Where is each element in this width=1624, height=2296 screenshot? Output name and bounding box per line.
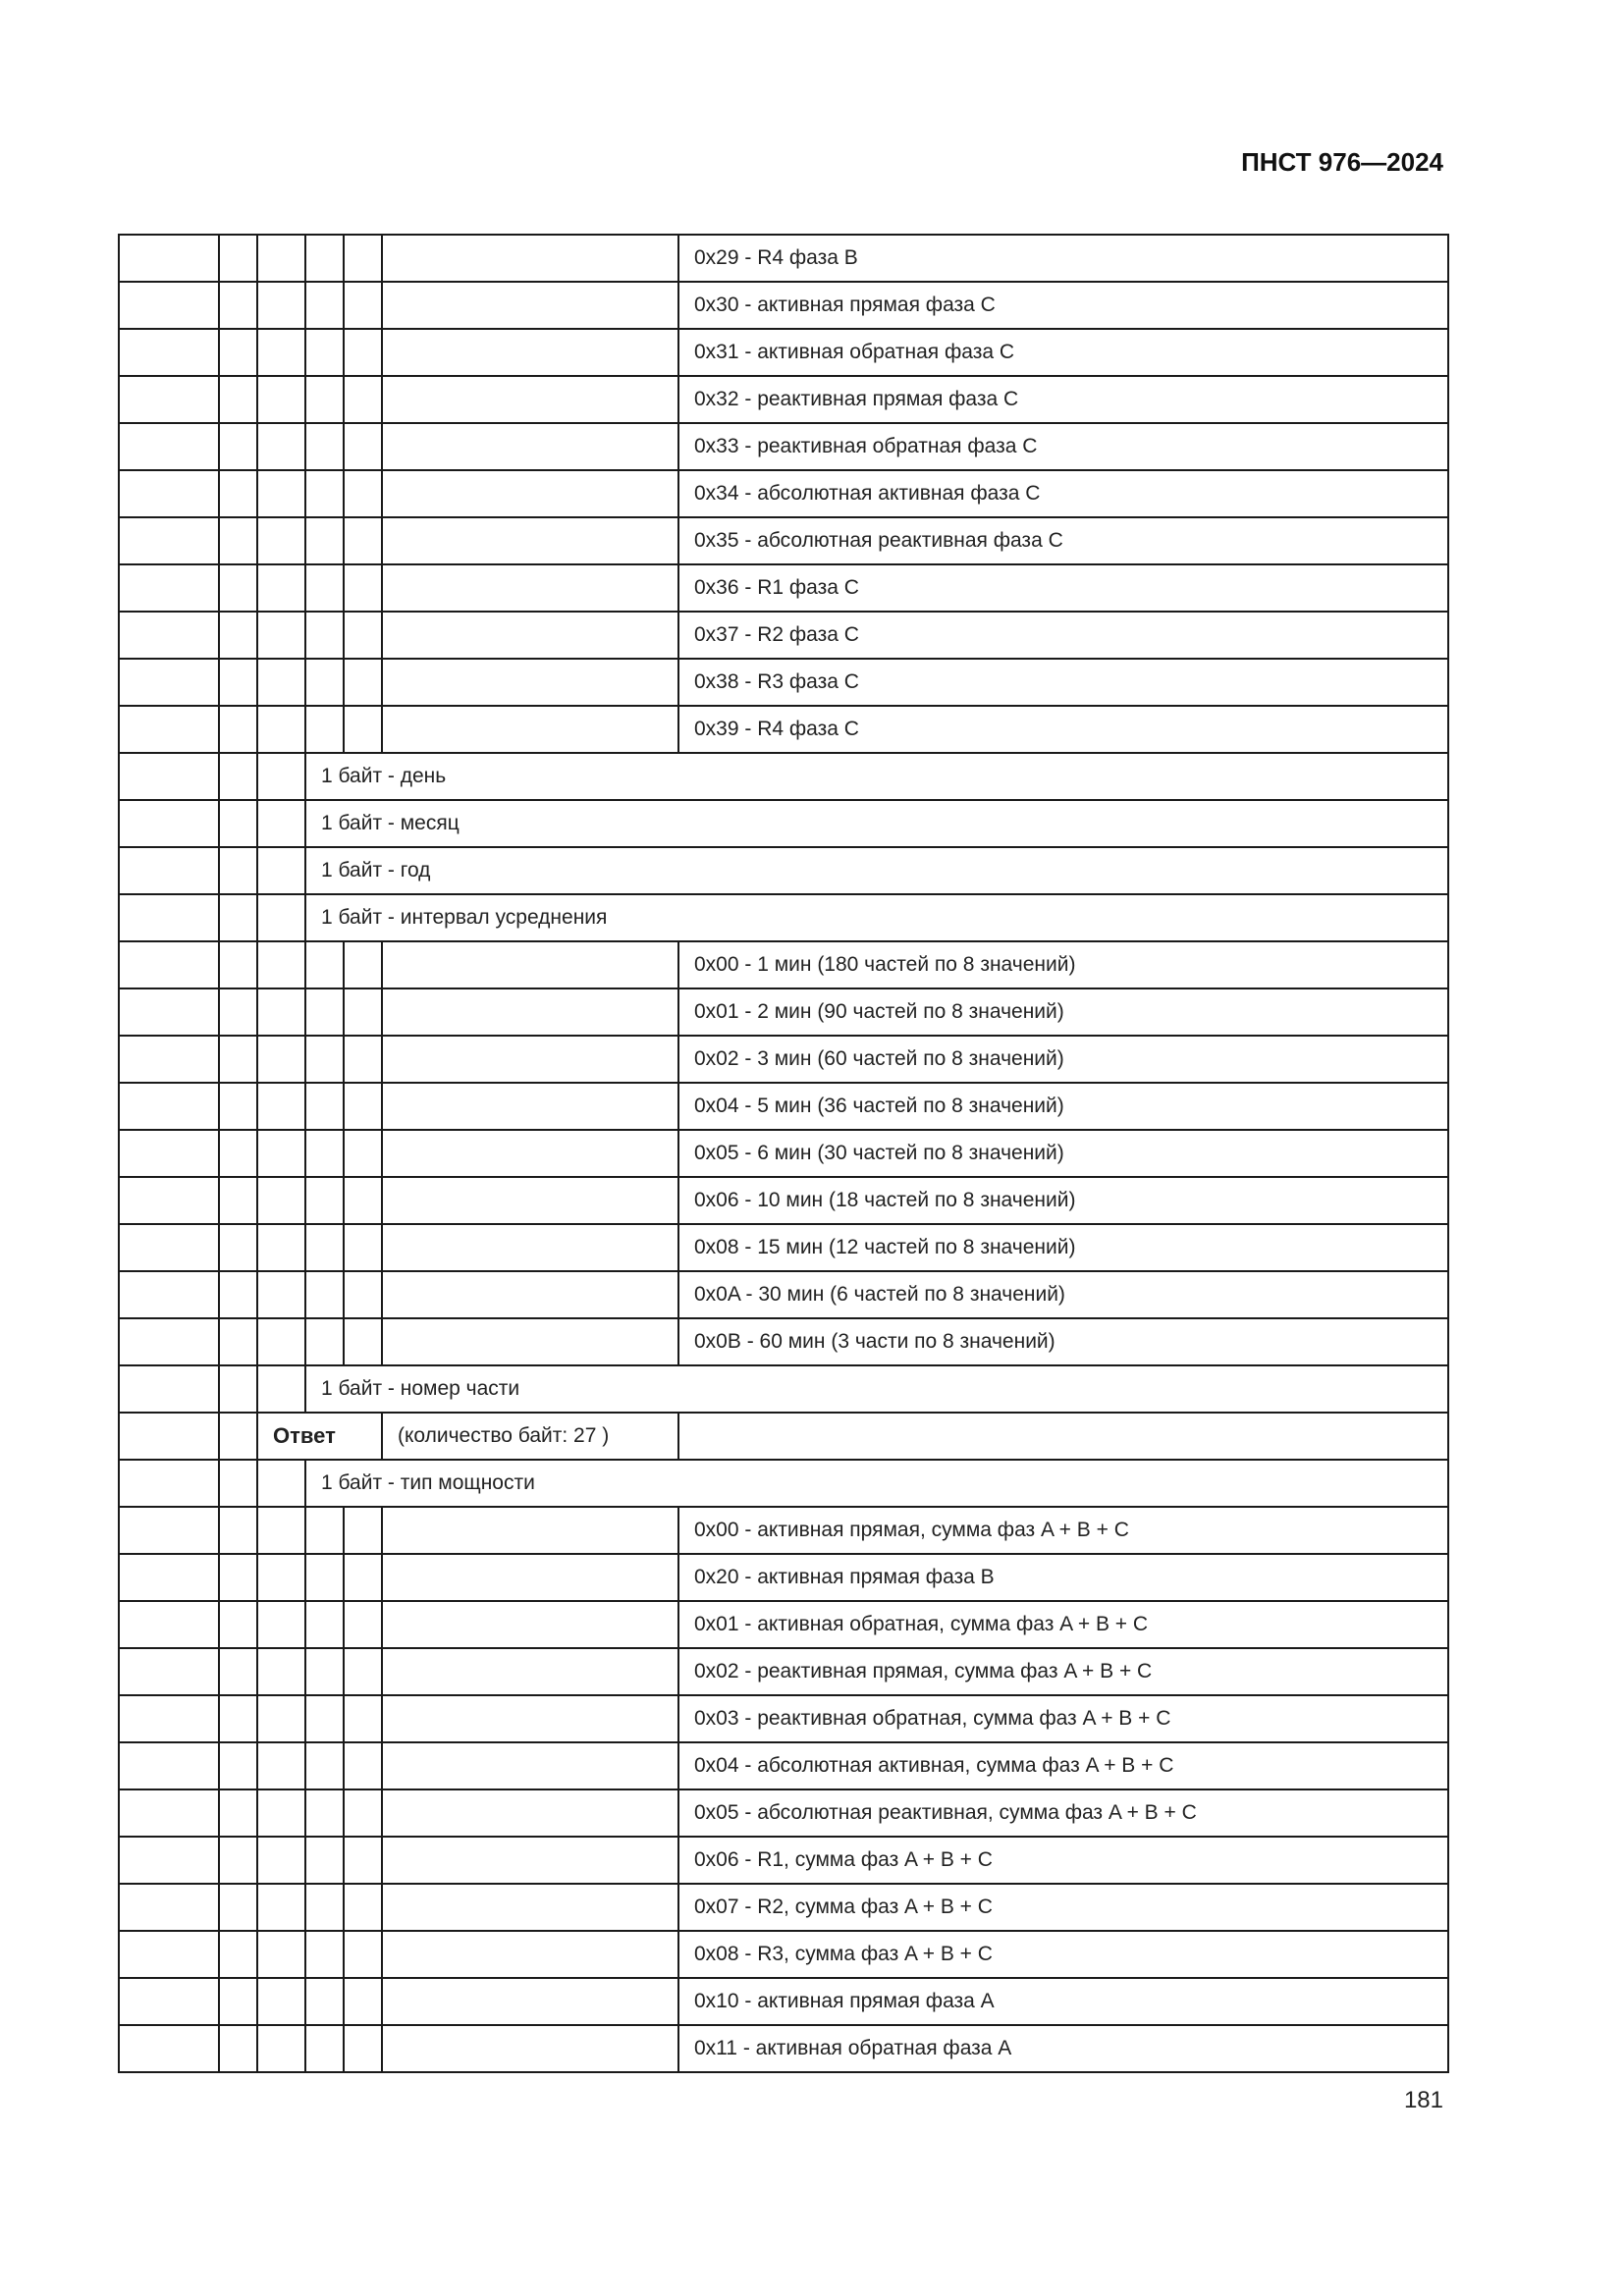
table-row <box>119 1648 1448 1695</box>
empty-cell <box>382 376 678 423</box>
code-description-cell: 0x07 - R2, сумма фаз A + B + C <box>678 1884 1448 1931</box>
empty-cell <box>219 1742 257 1789</box>
empty-cell <box>344 470 382 517</box>
empty-cell <box>382 941 678 988</box>
code-description-cell: 0x20 - активная прямая фаза B <box>678 1554 1448 1601</box>
table-row <box>119 517 1448 564</box>
table-row <box>119 1365 1448 1413</box>
empty-cell <box>382 1507 678 1554</box>
empty-cell <box>305 1318 344 1365</box>
empty-cell <box>382 1884 678 1931</box>
empty-cell <box>344 1978 382 2025</box>
empty-cell <box>257 235 305 282</box>
byte-field-cell: 1 байт - тип мощности <box>305 1460 1448 1507</box>
empty-cell <box>219 847 257 894</box>
code-description-cell: 0x34 - абсолютная активная фаза C <box>678 470 1448 517</box>
empty-cell <box>119 1601 219 1648</box>
empty-cell <box>219 1130 257 1177</box>
empty-cell <box>382 1742 678 1789</box>
table-row <box>119 1601 1448 1648</box>
empty-cell <box>305 1648 344 1695</box>
code-description-cell: 0x06 - 10 мин (18 частей по 8 значений) <box>678 1177 1448 1224</box>
empty-cell <box>382 282 678 329</box>
empty-cell <box>257 988 305 1036</box>
empty-cell <box>382 1036 678 1083</box>
empty-cell <box>219 1318 257 1365</box>
empty-cell <box>257 1365 305 1413</box>
code-description-cell: 0x01 - активная обратная, сумма фаз A + B + C <box>678 1601 1448 1648</box>
table-row <box>119 753 1448 800</box>
empty-cell <box>344 1130 382 1177</box>
code-description-cell: 0x11 - активная обратная фаза A <box>678 2025 1448 2072</box>
empty-cell <box>344 1507 382 1554</box>
empty-cell <box>257 1648 305 1695</box>
empty-cell <box>344 612 382 659</box>
empty-cell <box>344 659 382 706</box>
empty-cell <box>344 329 382 376</box>
empty-cell <box>257 706 305 753</box>
empty-cell <box>305 1224 344 1271</box>
empty-cell <box>257 282 305 329</box>
empty-cell <box>257 753 305 800</box>
empty-cell <box>344 1036 382 1083</box>
empty-cell <box>678 1413 1448 1460</box>
empty-cell <box>119 1978 219 2025</box>
empty-cell <box>305 470 344 517</box>
empty-cell <box>257 564 305 612</box>
empty-cell <box>305 1177 344 1224</box>
empty-cell <box>119 235 219 282</box>
code-description-cell: 0x30 - активная прямая фаза C <box>678 282 1448 329</box>
empty-cell <box>382 564 678 612</box>
empty-cell <box>344 1224 382 1271</box>
empty-cell <box>119 329 219 376</box>
empty-cell <box>219 894 257 941</box>
empty-cell <box>219 941 257 988</box>
empty-cell <box>344 282 382 329</box>
empty-cell <box>305 2025 344 2072</box>
empty-cell <box>382 1177 678 1224</box>
table-row <box>119 235 1448 282</box>
byte-field-cell: 1 байт - месяц <box>305 800 1448 847</box>
empty-cell <box>219 1413 257 1460</box>
empty-cell <box>119 847 219 894</box>
table-row <box>119 1271 1448 1318</box>
empty-cell <box>344 564 382 612</box>
empty-cell <box>382 1648 678 1695</box>
empty-cell <box>219 1554 257 1601</box>
empty-cell <box>382 1695 678 1742</box>
empty-cell <box>344 2025 382 2072</box>
empty-cell <box>119 2025 219 2072</box>
empty-cell <box>257 1789 305 1837</box>
empty-cell <box>344 1554 382 1601</box>
table-row <box>119 800 1448 847</box>
empty-cell <box>257 1695 305 1742</box>
table-row <box>119 612 1448 659</box>
empty-cell <box>219 1365 257 1413</box>
empty-cell <box>119 1036 219 1083</box>
table-row <box>119 423 1448 470</box>
document-header: ПНСТ 976—2024 <box>1241 147 1443 177</box>
empty-cell <box>382 2025 678 2072</box>
empty-cell <box>305 1601 344 1648</box>
empty-cell <box>119 470 219 517</box>
empty-cell <box>119 1742 219 1789</box>
empty-cell <box>305 423 344 470</box>
empty-cell <box>119 282 219 329</box>
empty-cell <box>119 1365 219 1413</box>
empty-cell <box>305 1884 344 1931</box>
empty-cell <box>119 800 219 847</box>
empty-cell <box>344 706 382 753</box>
empty-cell <box>119 1413 219 1460</box>
protocol-table <box>118 234 1449 2073</box>
empty-cell <box>344 376 382 423</box>
empty-cell <box>257 1318 305 1365</box>
code-description-cell: 0x02 - реактивная прямая, сумма фаз A + B + C <box>678 1648 1448 1695</box>
empty-cell <box>119 1884 219 1931</box>
table-row <box>119 1318 1448 1365</box>
empty-cell <box>305 1978 344 2025</box>
empty-cell <box>119 1460 219 1507</box>
code-description-cell: 0x04 - абсолютная активная, сумма фаз A + B + C <box>678 1742 1448 1789</box>
empty-cell <box>119 1271 219 1318</box>
empty-cell <box>219 1177 257 1224</box>
empty-cell <box>382 470 678 517</box>
empty-cell <box>219 282 257 329</box>
empty-cell <box>305 1036 344 1083</box>
empty-cell <box>257 1036 305 1083</box>
empty-cell <box>257 517 305 564</box>
empty-cell <box>119 564 219 612</box>
code-description-cell: 0x0B - 60 мин (3 части по 8 значений) <box>678 1318 1448 1365</box>
empty-cell <box>344 1837 382 1884</box>
empty-cell <box>344 517 382 564</box>
response-count-cell: (количество байт: 27 ) <box>382 1413 678 1460</box>
empty-cell <box>344 1601 382 1648</box>
table-row <box>119 1742 1448 1789</box>
table-row <box>119 1884 1448 1931</box>
empty-cell <box>382 1837 678 1884</box>
empty-cell <box>382 329 678 376</box>
empty-cell <box>119 376 219 423</box>
code-description-cell: 0x03 - реактивная обратная, сумма фаз A + B + C <box>678 1695 1448 1742</box>
code-description-cell: 0x10 - активная прямая фаза A <box>678 1978 1448 2025</box>
empty-cell <box>382 1601 678 1648</box>
table-row <box>119 1931 1448 1978</box>
table-row <box>119 1978 1448 2025</box>
empty-cell <box>382 1978 678 2025</box>
code-description-cell: 0x04 - 5 мин (36 частей по 8 значений) <box>678 1083 1448 1130</box>
empty-cell <box>119 753 219 800</box>
code-description-cell: 0x05 - абсолютная реактивная, сумма фаз A + B + C <box>678 1789 1448 1837</box>
empty-cell <box>219 1507 257 1554</box>
empty-cell <box>257 1083 305 1130</box>
empty-cell <box>257 847 305 894</box>
empty-cell <box>219 1083 257 1130</box>
table-row <box>119 329 1448 376</box>
code-description-cell: 0x06 - R1, сумма фаз A + B + C <box>678 1837 1448 1884</box>
empty-cell <box>305 1083 344 1130</box>
empty-cell <box>219 1837 257 1884</box>
empty-cell <box>344 1742 382 1789</box>
empty-cell <box>219 564 257 612</box>
empty-cell <box>305 1554 344 1601</box>
empty-cell <box>382 1271 678 1318</box>
table-row <box>119 1554 1448 1601</box>
empty-cell <box>382 1318 678 1365</box>
empty-cell <box>257 894 305 941</box>
empty-cell <box>382 517 678 564</box>
empty-cell <box>305 1789 344 1837</box>
table-row <box>119 1507 1448 1554</box>
table-row <box>119 1083 1448 1130</box>
table-row <box>119 659 1448 706</box>
empty-cell <box>305 988 344 1036</box>
page-number: 181 <box>1403 2087 1443 2113</box>
empty-cell <box>119 1130 219 1177</box>
empty-cell <box>382 612 678 659</box>
empty-cell <box>344 1884 382 1931</box>
empty-cell <box>119 659 219 706</box>
table-row <box>119 1460 1448 1507</box>
empty-cell <box>219 517 257 564</box>
code-description-cell: 0x00 - 1 мин (180 частей по 8 значений) <box>678 941 1448 988</box>
empty-cell <box>119 894 219 941</box>
empty-cell <box>219 235 257 282</box>
empty-cell <box>119 1648 219 1695</box>
table-row <box>119 1130 1448 1177</box>
empty-cell <box>257 800 305 847</box>
empty-cell <box>257 659 305 706</box>
table-row <box>119 1177 1448 1224</box>
empty-cell <box>305 1130 344 1177</box>
empty-cell <box>305 329 344 376</box>
code-description-cell: 0x31 - активная обратная фаза C <box>678 329 1448 376</box>
code-description-cell: 0x32 - реактивная прямая фаза C <box>678 376 1448 423</box>
byte-field-cell: 1 байт - день <box>305 753 1448 800</box>
empty-cell <box>119 612 219 659</box>
empty-cell <box>119 1931 219 1978</box>
table-body <box>119 235 1448 2072</box>
empty-cell <box>219 1884 257 1931</box>
empty-cell <box>305 612 344 659</box>
table-row <box>119 1695 1448 1742</box>
empty-cell <box>119 1224 219 1271</box>
empty-cell <box>382 1931 678 1978</box>
empty-cell <box>257 1507 305 1554</box>
empty-cell <box>219 706 257 753</box>
table-row <box>119 1837 1448 1884</box>
table-row <box>119 988 1448 1036</box>
empty-cell <box>257 1271 305 1318</box>
table-row <box>119 894 1448 941</box>
byte-field-cell: 1 байт - год <box>305 847 1448 894</box>
empty-cell <box>219 1224 257 1271</box>
empty-cell <box>219 1271 257 1318</box>
empty-cell <box>219 1978 257 2025</box>
empty-cell <box>344 941 382 988</box>
code-description-cell: 0x00 - активная прямая, сумма фаз A + B + C <box>678 1507 1448 1554</box>
table-row <box>119 564 1448 612</box>
empty-cell <box>344 1177 382 1224</box>
empty-cell <box>305 659 344 706</box>
empty-cell <box>219 329 257 376</box>
empty-cell <box>257 1130 305 1177</box>
empty-cell <box>257 1460 305 1507</box>
empty-cell <box>257 1601 305 1648</box>
empty-cell <box>305 517 344 564</box>
empty-cell <box>257 941 305 988</box>
code-description-cell: 0x35 - абсолютная реактивная фаза C <box>678 517 1448 564</box>
empty-cell <box>119 1837 219 1884</box>
code-description-cell: 0x38 - R3 фаза C <box>678 659 1448 706</box>
empty-cell <box>119 1083 219 1130</box>
empty-cell <box>344 1789 382 1837</box>
byte-field-cell: 1 байт - номер части <box>305 1365 1448 1413</box>
code-description-cell: 0x08 - R3, сумма фаз A + B + C <box>678 1931 1448 1978</box>
code-description-cell: 0x01 - 2 мин (90 частей по 8 значений) <box>678 988 1448 1036</box>
code-description-cell: 0x08 - 15 мин (12 частей по 8 значений) <box>678 1224 1448 1271</box>
empty-cell <box>305 235 344 282</box>
empty-cell <box>119 706 219 753</box>
empty-cell <box>119 1507 219 1554</box>
empty-cell <box>257 1742 305 1789</box>
empty-cell <box>344 1083 382 1130</box>
code-description-cell: 0x39 - R4 фаза C <box>678 706 1448 753</box>
empty-cell <box>382 659 678 706</box>
empty-cell <box>219 1601 257 1648</box>
empty-cell <box>344 235 382 282</box>
empty-cell <box>257 376 305 423</box>
empty-cell <box>257 1978 305 2025</box>
code-description-cell: 0x02 - 3 мин (60 частей по 8 значений) <box>678 1036 1448 1083</box>
empty-cell <box>119 1177 219 1224</box>
empty-cell <box>219 1789 257 1837</box>
table-row <box>119 282 1448 329</box>
empty-cell <box>257 1177 305 1224</box>
empty-cell <box>257 423 305 470</box>
empty-cell <box>119 517 219 564</box>
empty-cell <box>119 1554 219 1601</box>
empty-cell <box>305 376 344 423</box>
code-description-cell: 0x05 - 6 мин (30 частей по 8 значений) <box>678 1130 1448 1177</box>
table-row <box>119 706 1448 753</box>
empty-cell <box>119 1789 219 1837</box>
empty-cell <box>219 376 257 423</box>
code-description-cell: 0x36 - R1 фаза C <box>678 564 1448 612</box>
empty-cell <box>257 1837 305 1884</box>
empty-cell <box>305 564 344 612</box>
empty-cell <box>257 1224 305 1271</box>
empty-cell <box>344 1931 382 1978</box>
empty-cell <box>344 423 382 470</box>
empty-cell <box>257 1931 305 1978</box>
empty-cell <box>344 1695 382 1742</box>
empty-cell <box>119 1695 219 1742</box>
empty-cell <box>382 423 678 470</box>
empty-cell <box>382 1130 678 1177</box>
table-row <box>119 1224 1448 1271</box>
code-description-cell: 0x29 - R4 фаза B <box>678 235 1448 282</box>
empty-cell <box>305 706 344 753</box>
empty-cell <box>257 1554 305 1601</box>
empty-cell <box>219 988 257 1036</box>
empty-cell <box>382 1083 678 1130</box>
empty-cell <box>219 1931 257 1978</box>
empty-cell <box>257 2025 305 2072</box>
empty-cell <box>305 1507 344 1554</box>
empty-cell <box>344 988 382 1036</box>
empty-cell <box>305 1271 344 1318</box>
empty-cell <box>219 659 257 706</box>
code-description-cell: 0x33 - реактивная обратная фаза C <box>678 423 1448 470</box>
empty-cell <box>382 1224 678 1271</box>
empty-cell <box>344 1318 382 1365</box>
empty-cell <box>219 612 257 659</box>
empty-cell <box>305 1742 344 1789</box>
empty-cell <box>305 1837 344 1884</box>
empty-cell <box>382 1554 678 1601</box>
empty-cell <box>305 1695 344 1742</box>
empty-cell <box>382 235 678 282</box>
table-row <box>119 2025 1448 2072</box>
table-row <box>119 941 1448 988</box>
empty-cell <box>219 2025 257 2072</box>
empty-cell <box>382 988 678 1036</box>
code-description-cell: 0x37 - R2 фаза C <box>678 612 1448 659</box>
empty-cell <box>219 470 257 517</box>
response-label-cell: Ответ <box>257 1413 382 1460</box>
empty-cell <box>119 988 219 1036</box>
empty-cell <box>305 1931 344 1978</box>
byte-field-cell: 1 байт - интервал усреднения <box>305 894 1448 941</box>
empty-cell <box>119 423 219 470</box>
empty-cell <box>119 941 219 988</box>
empty-cell <box>382 1789 678 1837</box>
empty-cell <box>257 612 305 659</box>
empty-cell <box>119 1318 219 1365</box>
table-row <box>119 1789 1448 1837</box>
table-row <box>119 1413 1448 1460</box>
empty-cell <box>305 941 344 988</box>
empty-cell <box>344 1648 382 1695</box>
empty-cell <box>219 423 257 470</box>
empty-cell <box>382 706 678 753</box>
empty-cell <box>219 753 257 800</box>
code-description-cell: 0x0A - 30 мин (6 частей по 8 значений) <box>678 1271 1448 1318</box>
empty-cell <box>219 1695 257 1742</box>
empty-cell <box>257 329 305 376</box>
empty-cell <box>219 1460 257 1507</box>
empty-cell <box>257 1884 305 1931</box>
table-row <box>119 847 1448 894</box>
table-row <box>119 470 1448 517</box>
empty-cell <box>344 1271 382 1318</box>
empty-cell <box>219 1648 257 1695</box>
empty-cell <box>305 282 344 329</box>
empty-cell <box>219 1036 257 1083</box>
empty-cell <box>219 800 257 847</box>
table-row <box>119 376 1448 423</box>
table-row <box>119 1036 1448 1083</box>
empty-cell <box>257 470 305 517</box>
